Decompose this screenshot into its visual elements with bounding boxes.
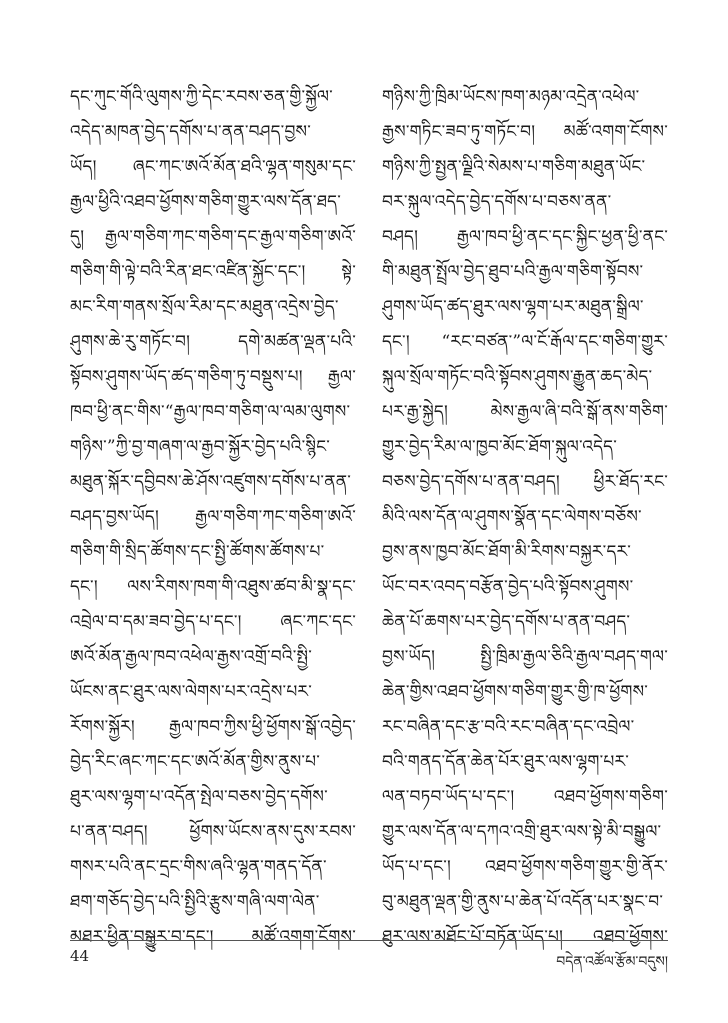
text-line: གི་མཐུན་སྤྲོལ་བྱེད་ཐུབ་པའི་རྒྱལ་གཅིག་སྟོབས་ [382, 262, 644, 282]
text-line: སྐུལ་སྲོལ་གཏོང་བའི་སྟོབས་ཤུགས་རྒྱུན་ཆད་མེད་ [382, 367, 653, 387]
text-line: ཡོད། ཞང་ཀང་ཨའོ་མོན་ཐའི་ལྷན་གསུམ་དང་ [70, 157, 356, 177]
text-line: མིའི་ལས་དོན་ལ་ཤུགས་སྣོན་དང་ལེགས་བཅོས་ [382, 507, 642, 527]
text-line: ལན་བཏབ་ཡོད་པ་དང་། འཐབ་ཕྱོགས་གཅིག་ [382, 787, 668, 807]
text-line: བྱེད་རིང་ཞང་ཀང་དང་ཨའོ་མོན་གྱིས་ནུས་པ་ [70, 752, 321, 772]
text-line: མཐར་ཕྱིན་བསྒྱུར་བ་དང་། མཚོ་འགག་ངོགས་ [70, 927, 356, 947]
text-column-right [382, 80, 668, 955]
text-line: མཐུན་སྐོར་དབྱིབས་ཆེ་ཤོས་འཛུགས་དགོས་པ་ནན་ [70, 472, 352, 492]
text-line: རོགས་སྐྱོར། རྒྱལ་ཁབ་ཀྱིས་ཕྱི་ཕྱོགས་སྒོ་འབྱེད་ [70, 717, 356, 737]
text-line: དང་། “རང་བཙན་”ལ་ངོ་རྒོལ་དང་གཅིག་གྱུར་ [382, 332, 668, 352]
footer-rule [70, 940, 668, 941]
text-line: ཁབ་ཕྱི་ནང་གིས་“རྒྱལ་ཁབ་གཅིག་ལ་ལམ་ལུགས་ [70, 402, 351, 422]
text-line: བཅས་བྱེད་དགོས་པ་ནན་བཤད། ཕྱིར་ཐོད་རང་ [382, 472, 668, 492]
text-line: ཐུར་ལས་མཐོང་པོ་བཏོན་ཡོད་པ། འཐབ་ཕྱོགས་ [382, 927, 668, 947]
text-line: འདེད་མཁན་བྱེད་དགོས་པ་ནན་བཤད་བྱས་ [70, 122, 311, 142]
text-line: ཆེན་པོ་ཆགས་པར་བྱེད་དགོས་པ་ནན་བཤད་ [382, 612, 631, 632]
text-line: ཆེན་གྱིས་འཐབ་ཕྱོགས་གཅིག་གྱུར་གྱི་ཁ་ཕྱོགས་ [382, 682, 649, 702]
running-title: བདེན་འཚོལ་རྩོམ་བདུས། [556, 954, 668, 970]
text-line: ཐག་གཅོད་བྱེད་པའི་སྤྱིའི་རྩུས་གཞི་ལག་ལེན་ [70, 892, 320, 912]
text-line: གཅིག་གི་སྲིད་ཚོགས་དང་སྤྱི་ཚོགས་ཚོགས་པ་ [70, 542, 325, 562]
text-line: ཡོང་བར་འབད་བརྩོན་བྱེད་པའི་སྟོབས་ཤུགས་ [382, 577, 634, 597]
text-line: པ་ནན་བཤད། ཕྱོགས་ཡོངས་ནས་དུས་རབས་ [70, 822, 356, 842]
text-line: བྱས་ཡོད། སྤྱི་ཁྲིམ་རྒྱལ་ཅིའི་རྒྱལ་བཤད་གལ་ [382, 647, 668, 667]
text-line: རྒྱས་གཏིང་ཟབ་ཏུ་གཏོང་བ། མཚོ་འགག་ངོགས་ [382, 122, 668, 142]
text-line: མང་རིག་གནས་སྲོལ་རིམ་དང་མཐུན་འདྲེས་བྱེད་ [70, 297, 339, 317]
text-line: དང་ཀུང་གོའི་ལུགས་ཀྱི་དེང་རབས་ཅན་གྱི་སྐྱོལ་ [70, 87, 333, 107]
text-line: གྱུར་ལས་དོན་ལ་དཀའ་འགྲི་ཐུར་ལས་སྟེ་མི་བསྒྱུལ་ [382, 822, 662, 842]
text-line: ཡོད་པ་དང་། འཐབ་ཕྱོགས་གཅིག་གྱུར་གྱི་ནོར་ [382, 857, 668, 877]
text-line: གཉིས་ཀྱི་ཁྲིམ་ཡོངས་ཁག་མཉམ་འདྲེན་འཕེལ་ [382, 87, 640, 107]
text-line: ཐུར་ལས་ལྷག་པ་འདོན་སྤེལ་བཅས་བྱེད་དགོས་ [70, 787, 328, 807]
text-line: ཨའོ་མོན་རྒྱལ་ཁབ་འཕེལ་རྒྱས་འགྲོ་བའི་སྤྱི་ [70, 647, 312, 667]
text-line: ཡོངས་ནང་ཐུར་ལས་ལེགས་པར་འདྲེས་པར་ [70, 682, 312, 702]
text-line: པར་རྒྱ་སྐྱེད། མེས་རྒྱལ་ཞི་བའི་སྒོ་ནས་གཅིག་ [382, 402, 668, 422]
text-line: གྱུར་བྱེད་རིམ་ལ་ཁྱབ་མོང་ཐོག་སྐུལ་འདེད་ [382, 437, 617, 457]
text-line: གསར་པའི་ནང་དྲང་གིས་ཞའི་ལྷན་གནད་དོན་ [70, 857, 327, 877]
text-line: ཤུགས་ཡོད་ཚད་ཐུར་ལས་ལྷག་པར་མཐུན་སྒྲིལ་ [382, 297, 644, 317]
text-line: བའི་གནད་དོན་ཆེན་པོར་ཐུར་ལས་ལྷག་པར་ [382, 752, 630, 772]
text-line: བཤད་བྱས་ཡོད། རྒྱལ་གཅིག་ཀང་གཅིག་ཨའོ་ [70, 507, 356, 527]
text-line: རྒྱལ་ཕྱིའི་འཐབ་ཕྱོགས་གཅིག་གྱུར་ལས་དོན་ཐད་ [70, 192, 341, 212]
text-line: དང་། ལས་རིགས་ཁག་གི་འཐུས་ཚབ་མི་སྣ་དང་ [70, 577, 356, 597]
text-column-left [70, 80, 356, 955]
text-line: བར་སྐུལ་འདེད་བྱེད་དགོས་པ་བཅས་ནན་ [382, 192, 612, 212]
text-line: གཉིས་ཀྱི་སྤྱན་ལྗིའི་སེམས་པ་གཅིག་མཐུན་ཡོང་ [382, 157, 646, 177]
text-line: བྱས་ནས་ཁྱབ་མོང་ཐོག་མི་རིགས་བསྐྱར་དར་ [382, 542, 632, 562]
text-line: ཤུགས་ཆེ་རུ་གཏོང་བ། དགེ་མཚན་ལྡན་པའི་ [70, 332, 356, 352]
text-line: གཉིས་”ཀྱི་བྱ་གཞག་ལ་རྒྱབ་སྐྱོར་བྱེད་པའི་སྙིང་ [70, 437, 330, 457]
text-line: འབྲེལ་བ་དམ་ཟབ་བྱེད་པ་དང་། ཞང་ཀང་དང་ [70, 612, 356, 632]
text-line: རང་བཞིན་དང་རྩ་བའི་རང་བཞིན་དང་འབྲེལ་ [382, 717, 635, 737]
text-line: དུ། རྒྱལ་གཅིག་ཀང་གཅིག་དང་རྒྱལ་གཅིག་ཨའོ་ [70, 227, 356, 247]
text-line: བཤད། རྒྱལ་ཁབ་ཕྱི་ནང་དང་སྐྱིང་ཕྱན་ཕྱི་ནང་ [382, 227, 668, 247]
text-line: སྟོབས་ཤུགས་ཡོད་ཚད་གཅིག་ཏུ་བསྡུས་པ། རྒྱལ་ [70, 367, 356, 387]
page-number: 44 [70, 947, 90, 965]
text-line: བུ་མཐུན་ལྡན་གྱི་ནུས་པ་ཆེན་པོ་འདོན་པར་སྣང་བ་ [382, 892, 664, 912]
text-line: གཅིག་གི་ལྟེ་བའི་རིན་ཐང་འཛིན་སྐྱོང་དང་། སྟེ་ [70, 262, 356, 282]
